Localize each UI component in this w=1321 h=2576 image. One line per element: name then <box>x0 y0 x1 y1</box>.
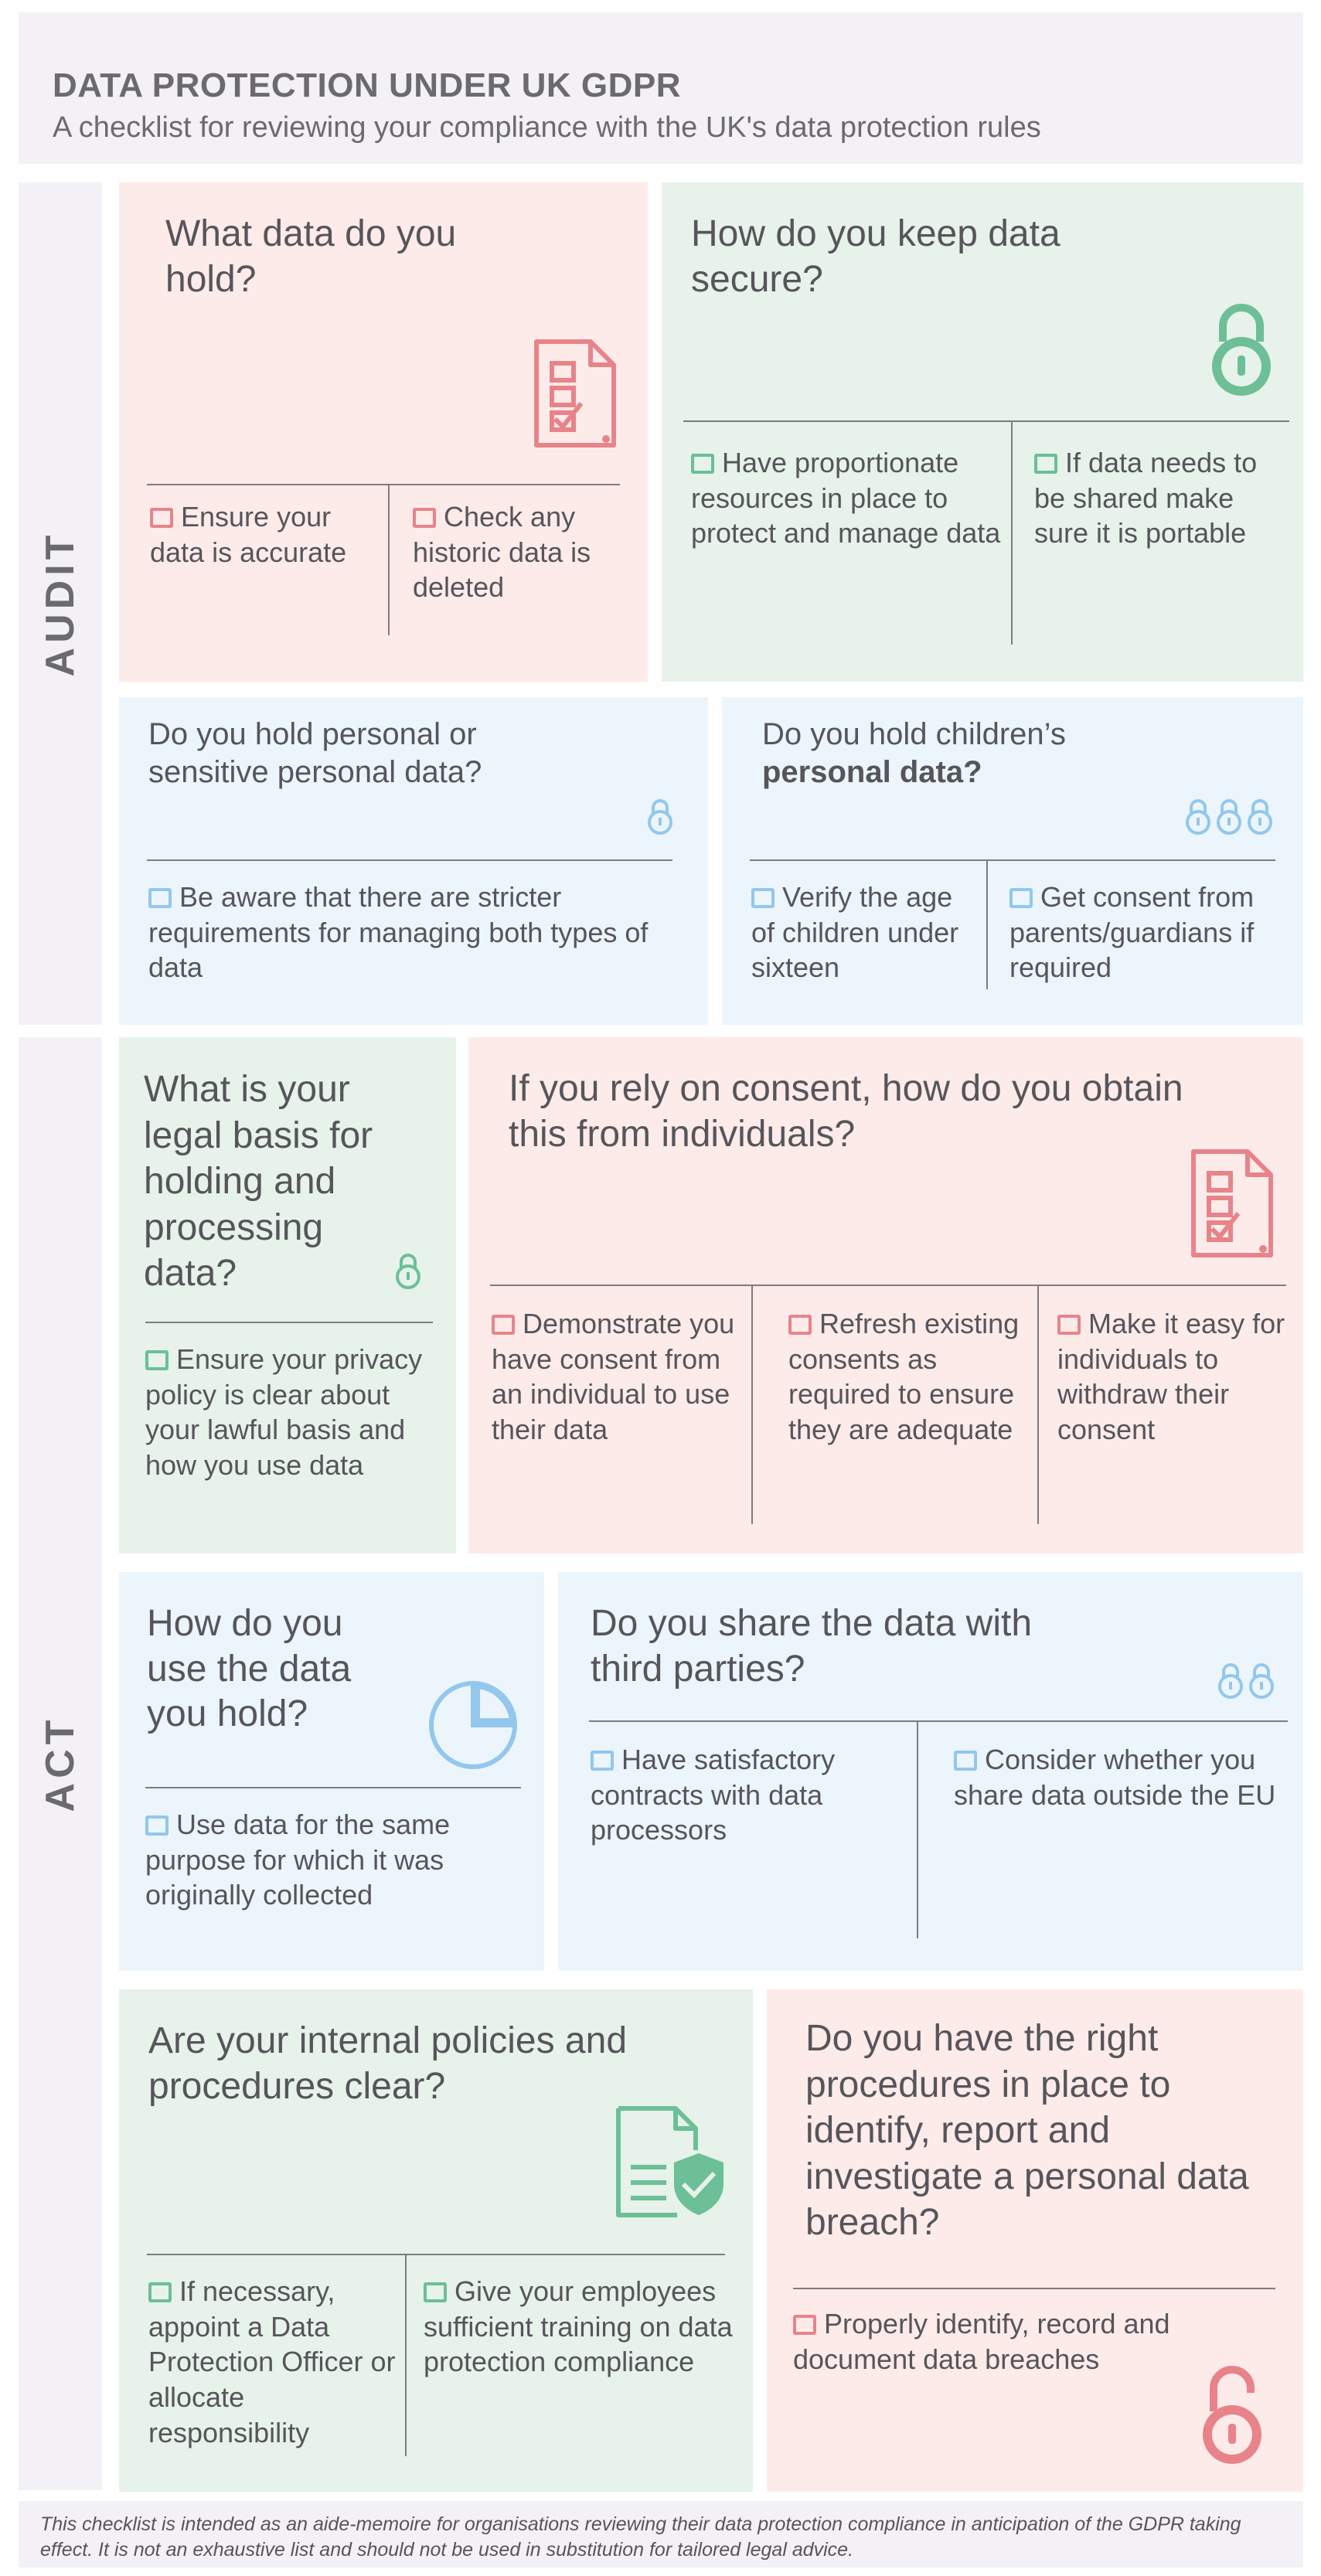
footer-disclaimer: This checklist is intended as an aide-memoire for organisations reviewing their data protection compliance in anticipation of the GDPR taking effect. It is not an exhaustive list and should not be used in substitution for tailored legal advice. <box>40 2513 1241 2561</box>
breach-item-1: Properly identify, record and document data breaches <box>793 2308 1170 2375</box>
legal-basis-item-1: Ensure your privacy policy is clear about your lawful basis and how you use data <box>145 1343 423 1482</box>
share-data-panel <box>558 1572 1303 1971</box>
share-data-question: Do you share the data with third parties? <box>591 1603 1033 1690</box>
use-data-question: How do you use the data you hold? <box>147 1603 352 1735</box>
act-section-bar <box>19 1037 102 2490</box>
share-data-item-2: Consider whether you share data outside the EU <box>954 1744 1276 1811</box>
breach-question: Do you have the right procedures in place to identify, report and investigate a personal data breach? <box>805 2018 1249 2244</box>
personal-data-question: Do you hold personal or sensitive personal data? <box>148 717 482 789</box>
secure-item-2: If data needs to be shared make sure it is portable <box>1034 447 1258 550</box>
children-data-item-1: Verify the age of children under sixteen <box>751 881 959 984</box>
footer <box>19 2501 1303 2567</box>
children-data-question: Do you hold children’s personal data? <box>762 717 1066 789</box>
consent-question: If you rely on consent, how do you obtain this from individuals? <box>509 1068 1183 1155</box>
children-data-item-2: Get consent from parents/guardians if required <box>1009 881 1255 984</box>
policies-panel <box>119 1989 753 2492</box>
secure-item-1: Have proportionate resources in place to protect and manage data <box>691 447 1001 550</box>
checklist-icon <box>529 337 621 453</box>
breach-panel <box>767 1989 1303 2492</box>
policies-item-2: Give your employees sufficient training on data protection compliance <box>424 2275 733 2378</box>
secure-question: How do you keep data secure? <box>691 213 1061 300</box>
pie-chart-icon <box>427 1679 519 1771</box>
use-data-item-1: Use data for the same purpose for which it was originally collected <box>145 1809 451 1911</box>
legal-basis-panel <box>119 1037 456 1553</box>
three-padlocks-icon <box>1184 798 1277 835</box>
use-data-panel <box>119 1572 544 1971</box>
share-data-item-1: Have satisfactory contracts with data processors <box>591 1744 836 1846</box>
consent-panel <box>468 1037 1303 1553</box>
checklist-icon <box>1186 1147 1278 1263</box>
what-data-question: What data do you hold? <box>165 213 457 300</box>
what-data-panel <box>119 182 648 682</box>
policies-item-1: If necessary, appoint a Data Protection Officer or allocate responsibility <box>148 2275 396 2448</box>
what-data-item-1: Ensure your data is accurate <box>150 501 347 568</box>
audit-section-bar <box>19 182 102 1025</box>
what-data-item-2: Check any historic data is deleted <box>413 501 591 604</box>
header <box>19 12 1303 164</box>
padlock-icon <box>1204 298 1278 399</box>
audit-section-label: AUDIT <box>38 530 83 677</box>
two-padlocks-icon <box>1217 1662 1278 1699</box>
children-data-panel <box>722 697 1303 1025</box>
policy-shield-icon <box>612 2104 728 2220</box>
consent-item-2: Refresh existing consents as required to ensure they are adequate <box>788 1308 1020 1446</box>
act-section-label: ACT <box>38 1715 83 1812</box>
policies-question: Are your internal policies and procedures clear? <box>148 2020 628 2107</box>
page-subtitle: A checklist for reviewing your compliance with the UK's data protection rules <box>53 111 1041 144</box>
open-padlock-icon <box>1195 2360 1269 2469</box>
padlock-icon <box>394 1252 422 1289</box>
consent-item-1: Demonstrate you have consent from an individual to use their data <box>492 1308 735 1446</box>
secure-panel <box>662 182 1303 682</box>
legal-basis-question: What is your legal basis for holding and processing data? <box>144 1069 373 1295</box>
personal-data-item-1: Be aware that there are stricter requirements for managing both types of data <box>148 881 649 984</box>
consent-item-3: Make it easy for individuals to withdraw their consent <box>1057 1308 1285 1446</box>
page-title: DATA PROTECTION UNDER UK GDPR <box>53 66 682 104</box>
personal-data-panel <box>119 697 708 1025</box>
padlock-icon <box>646 798 674 835</box>
